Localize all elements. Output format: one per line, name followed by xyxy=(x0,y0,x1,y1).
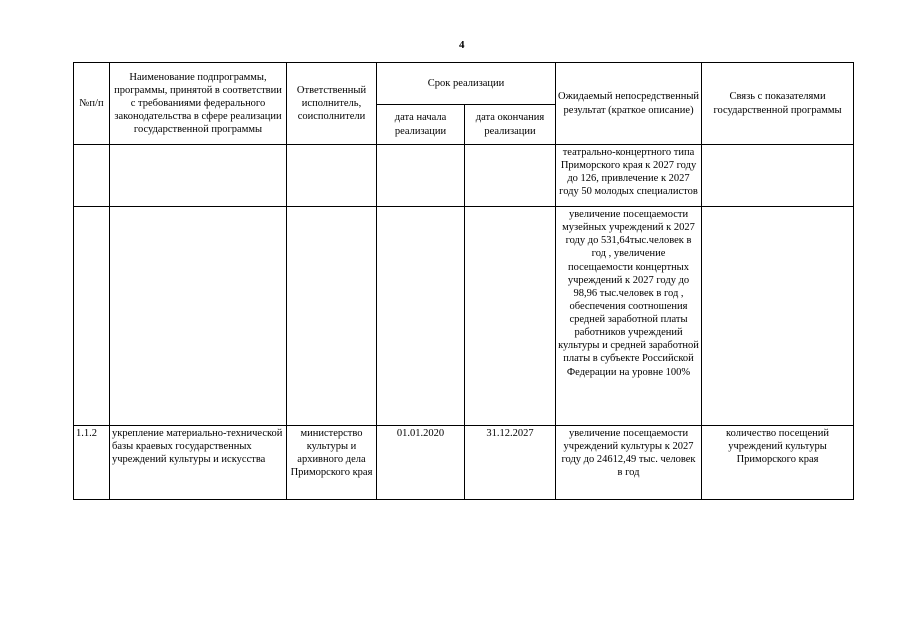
header-name: Наименование подпрограммы, программы, принятой в соответствии с требованиями федерального законодательства в сфере реализации государственной программы xyxy=(110,63,287,145)
page-number: 4 xyxy=(459,39,465,51)
header-row-1 xyxy=(74,63,854,105)
cell-num xyxy=(74,145,110,207)
cell-link: количество посещений учреждений культуры Приморского края xyxy=(702,426,854,500)
cell-num: 1.1.2 xyxy=(74,426,110,500)
cell-start xyxy=(377,145,465,207)
cell-name xyxy=(110,145,287,207)
header-period: Срок реализации xyxy=(377,63,556,105)
cell-responsible xyxy=(287,207,377,426)
cell-result: театрально-концертного типа Приморского края к 2027 году до 126, привлечение к 2027 году 50 молодых специалистов xyxy=(556,145,702,207)
table-row xyxy=(74,145,854,207)
cell-num xyxy=(74,207,110,426)
header-end: дата окончания реализации xyxy=(465,105,556,145)
cell-responsible xyxy=(287,145,377,207)
header-num: №п/п xyxy=(74,63,110,145)
cell-responsible: министерство культуры и архивного дела Приморского края xyxy=(287,426,377,500)
cell-start xyxy=(377,207,465,426)
cell-end xyxy=(465,207,556,426)
cell-end xyxy=(465,145,556,207)
table-row xyxy=(74,426,854,500)
cell-name xyxy=(110,207,287,426)
header-result: Ожидаемый непосредственный результат (краткое описание) xyxy=(556,63,702,145)
table-row xyxy=(74,207,854,426)
header-responsible: Ответственный исполнитель, соисполнители xyxy=(287,63,377,145)
program-table xyxy=(73,62,854,500)
cell-link xyxy=(702,145,854,207)
cell-start: 01.01.2020 xyxy=(377,426,465,500)
cell-link xyxy=(702,207,854,426)
cell-result: увеличение посещаемости музейных учреждений к 2027 году до 531,64тыс.человек в год , увеличение посещаемости концертных учреждений к 2027 году до 98,96 тыс.человек в год , обеспечения соотношения средней заработной платы работников учреждений культуры и средней заработной платы в субъекте Российской Федерации на уровне 100% xyxy=(556,207,702,426)
cell-name: укрепление материально-технической базы краевых государственных учреждений культуры и искусства xyxy=(110,426,287,500)
header-link: Связь с показателями государственной программы xyxy=(702,63,854,145)
header-start: дата начала реализации xyxy=(377,105,465,145)
cell-result: увеличение посещаемости учреждений культуры к 2027 году до 24612,49 тыс. человек в год xyxy=(556,426,702,500)
cell-end: 31.12.2027 xyxy=(465,426,556,500)
